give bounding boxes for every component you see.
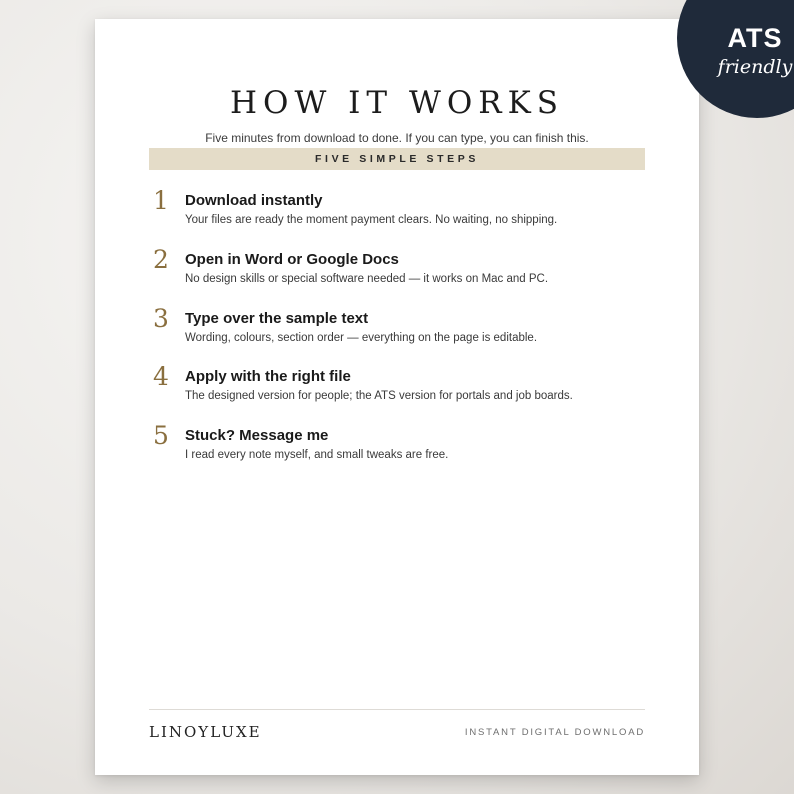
step-number: 5 [153, 421, 169, 450]
step-title: Download instantly [185, 192, 323, 209]
step-5 [149, 421, 645, 473]
section-band-label: FIVE SIMPLE STEPS [315, 153, 479, 165]
step-title: Open in Word or Google Docs [185, 251, 399, 268]
step-title: Type over the sample text [185, 310, 369, 327]
step-description: Your files are ready the moment payment clears. No waiting, no shipping. [185, 214, 558, 226]
step-number: 2 [153, 245, 169, 274]
section-band [149, 148, 645, 170]
footer-divider [149, 709, 645, 710]
badge-subtitle: friendly [717, 56, 793, 78]
step-2 [149, 245, 645, 297]
document-page [95, 19, 699, 775]
page-title: HOW IT WORKS [230, 85, 564, 121]
step-description: No design skills or special software needed — it works on Mac and PC. [185, 273, 549, 285]
step-title: Apply with the right file [185, 368, 351, 385]
step-number: 3 [153, 304, 169, 333]
step-number: 1 [153, 186, 169, 215]
step-3 [149, 304, 645, 356]
step-description: I read every note myself, and small tweaks are free. [185, 449, 449, 461]
step-title: Stuck? Message me [185, 427, 329, 444]
page-subtitle: Five minutes from download to done. If you can type, you can finish this. [205, 131, 589, 145]
step-description: Wording, colours, section order — everything on the page is editable. [185, 332, 538, 344]
step-1 [149, 186, 645, 238]
footer-tagline: INSTANT DIGITAL DOWNLOAD [464, 727, 645, 738]
badge-title: ATS [727, 23, 783, 53]
step-number: 4 [153, 362, 169, 391]
brand-logo: LINOYLUXE [149, 723, 262, 741]
step-description: The designed version for people; the ATS version for portals and job boards. [185, 390, 573, 402]
step-4 [149, 362, 645, 414]
